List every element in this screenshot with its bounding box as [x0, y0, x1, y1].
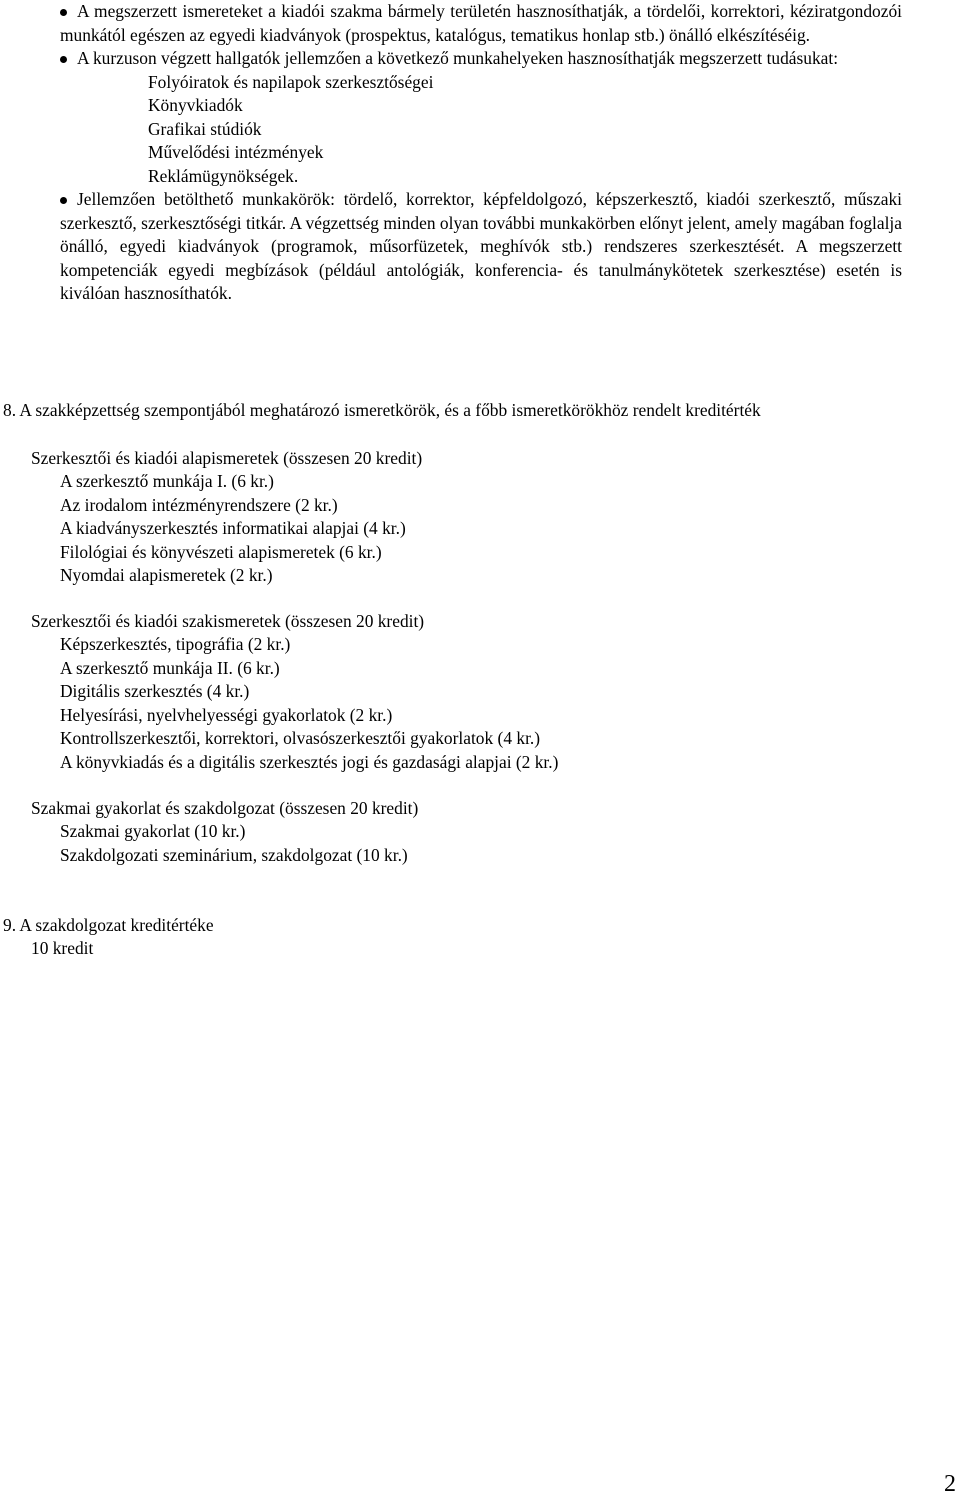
group-items-practice [60, 820, 408, 867]
bullet-text: A kurzuson végzett hallgatók jellemzően a következő munkahelyeken hasznosíthatják megszerzett tudásukat: [77, 48, 839, 68]
workplace-item: Művelődési intézmények [148, 142, 324, 162]
course-item: Nyomdai alapismeretek (2 kr.) [60, 565, 273, 585]
group-title-practice: Szakmai gyakorlat és szakdolgozat (összesen 20 kredit) [31, 798, 419, 818]
course-item: Képszerkesztés, tipográfia (2 kr.) [60, 634, 291, 654]
thesis-credit-value: 10 kredit [31, 938, 94, 958]
section-9-heading: 9. A szakdolgozat kreditértéke [3, 915, 214, 935]
group-items-basics [60, 470, 406, 588]
workplace-list [60, 71, 902, 189]
bullet-text: Jellemzően betölthető munkakörök: tördelő, korrektor, képfeldolgozó, képszerkesztő, kiadói szerkesztő, műszaki szerkesztő, szerkesztőségi titkár. A végzettség minden olyan további munkakörben előnyt jelent, amely magában foglalja önálló, egyedi kiadványok (programok, műsorfüzetek, meghívók stb.) rendszeres szerkesztését. A megszerzett kompetenciák egyedi megbízások (például antológiák, konferencia- és tanulmánykötetek szerkesztése) esetén is kiválóan hasznosíthatók. [60, 189, 902, 303]
bullet-list [60, 0, 902, 306]
page-number: 2 [944, 1471, 956, 1497]
course-item: A szerkesztő munkája I. (6 kr.) [60, 471, 274, 491]
bullet-item-1 [60, 0, 902, 47]
course-item: Szakdolgozati szeminárium, szakdolgozat (10 kr.) [60, 844, 408, 865]
group-title-professional: Szerkesztői és kiadói szakismeretek (összesen 20 kredit) [31, 611, 425, 631]
workplace-item: Folyóiratok és napilapok szerkesztőségei [148, 71, 434, 92]
workplace-item: Könyvkiadók [148, 95, 243, 115]
course-item: A könyvkiadás és a digitális szerkesztés jogi és gazdasági alapjai (2 kr.) [60, 751, 559, 772]
bullet-icon [60, 197, 67, 204]
course-item: A kiadványszerkesztés informatikai alapjai (4 kr.) [60, 518, 406, 538]
group-items-professional [60, 633, 558, 774]
workplace-item: Grafikai stúdiók [148, 118, 262, 139]
bullet-icon [60, 9, 67, 16]
course-item: Kontrollszerkesztői, korrektori, olvasószerkesztői gyakorlatok (4 kr.) [60, 728, 541, 748]
group-title-basics: Szerkesztői és kiadói alapismeretek (összesen 20 kredit) [31, 448, 423, 468]
course-item: Szakmai gyakorlat (10 kr.) [60, 821, 246, 841]
bullet-item-3 [60, 188, 902, 306]
bullet-icon [60, 56, 67, 63]
bullet-text: A megszerzett ismereteket a kiadói szakma bármely területén hasznosíthatják, a tördelői, korrektori, kéziratgondozói munkától egészen az egyedi kiadványok (prospektus, katalógus, tematikus honlap stb.) önálló elkészítéséig. [60, 1, 902, 45]
bullet-item-2 [60, 47, 902, 188]
course-item: Helyesírási, nyelvhelyességi gyakorlatok (2 kr.) [60, 704, 393, 725]
course-item: Az irodalom intézményrendszere (2 kr.) [60, 494, 338, 515]
course-item: Filológiai és könyvészeti alapismeretek (6 kr.) [60, 541, 382, 562]
course-item: A szerkesztő munkája II. (6 kr.) [60, 657, 280, 678]
workplace-item: Reklámügynökségek. [148, 165, 299, 186]
section-8-heading: 8. A szakképzettség szempontjából meghatározó ismeretkörök, és a főbb ismeretkörökhöz rendelt kreditérték [3, 400, 761, 420]
course-item: Digitális szerkesztés (4 kr.) [60, 681, 250, 701]
